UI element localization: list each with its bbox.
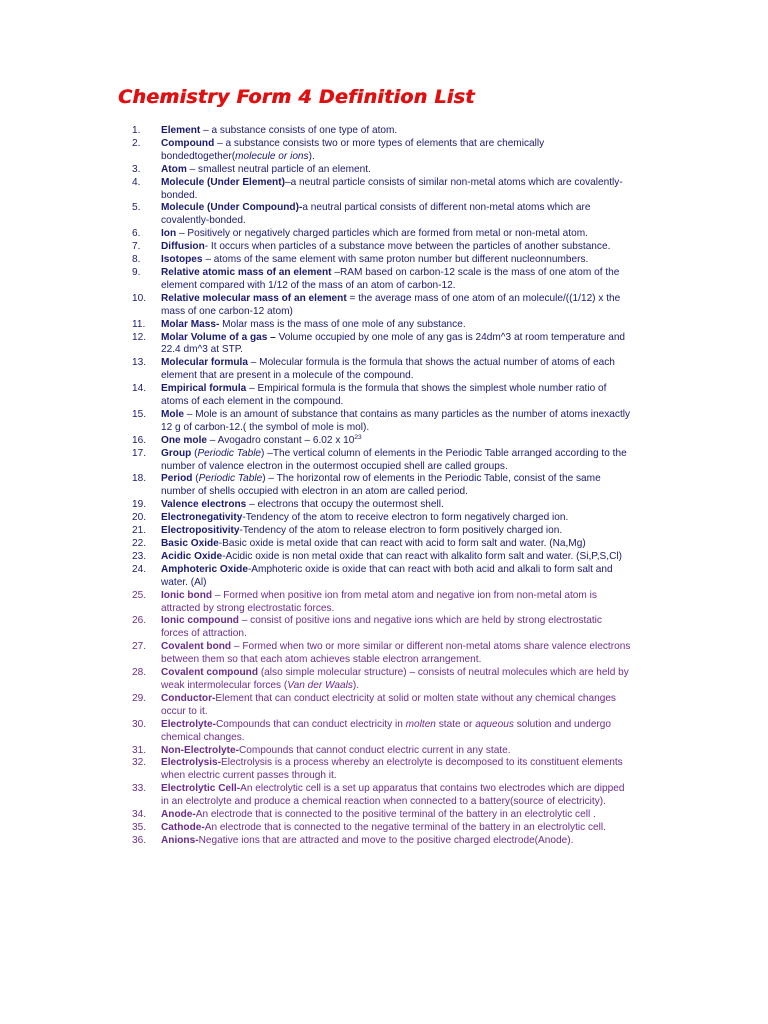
item-text bbox=[161, 835, 632, 848]
item-text bbox=[161, 745, 632, 758]
definition-item bbox=[132, 473, 632, 499]
definition-text: – consist of positive ions and negative ions which are held by strong electrostatic forces of attraction. bbox=[161, 615, 602, 640]
term: Isotopes bbox=[161, 254, 203, 266]
item-number: 34. bbox=[132, 809, 147, 821]
term: Electropositivity bbox=[161, 525, 240, 537]
term: Acidic Oxide bbox=[161, 550, 223, 562]
definition-item bbox=[132, 267, 632, 293]
definition-text: – Positively or negatively charged particles which are formed from metal or non-metal atom. bbox=[176, 228, 588, 240]
item-number: 1. bbox=[132, 125, 141, 136]
term: Ionic compound bbox=[161, 615, 239, 627]
item-text bbox=[161, 667, 632, 693]
definition-text: ). bbox=[308, 150, 315, 162]
item-text bbox=[161, 125, 632, 138]
item-text bbox=[161, 332, 632, 358]
definition-text: – atoms of the same element with same proton number but different nucleonnumbers. bbox=[202, 254, 589, 266]
item-text bbox=[161, 615, 632, 641]
item-text bbox=[161, 357, 632, 383]
definition-item bbox=[132, 641, 632, 667]
definition-item bbox=[132, 745, 632, 758]
definition-text: = the average mass of one atom of an molecule/((1/12) x the mass of one carbon-12 atom) bbox=[161, 292, 621, 317]
item-number: 29. bbox=[132, 692, 147, 704]
definition-text: ( bbox=[192, 473, 199, 485]
item-number: 21. bbox=[132, 525, 147, 537]
definition-item bbox=[132, 319, 632, 332]
term: Atom bbox=[161, 163, 187, 175]
item-number: 5. bbox=[132, 202, 141, 214]
definition-text: state or bbox=[435, 718, 476, 730]
item-number: 2. bbox=[132, 137, 141, 149]
definition-text: ) – The horizontal row of elements in the Periodic Table, consist of the same number of shells occupied with electron in an atom are called period. bbox=[161, 473, 601, 498]
item-text bbox=[161, 228, 632, 241]
term: Electrolyte- bbox=[161, 718, 216, 730]
item-number: 3. bbox=[132, 163, 141, 175]
definition-text: 23 bbox=[354, 433, 362, 441]
definition-item bbox=[132, 822, 632, 835]
definition-list bbox=[132, 125, 632, 848]
definition-text: -Amphoteric oxide is oxide that can react with both acid and alkali to form salt and water. (Al) bbox=[161, 563, 613, 588]
item-number: 32. bbox=[132, 757, 147, 769]
item-text bbox=[161, 551, 632, 564]
definition-text: Compounds that can conduct electricity in bbox=[215, 718, 406, 730]
definition-text: – Formed when two or more similar or different non-metal atoms share valence electrons between them so that each atom achieves stable electron arrangement. bbox=[161, 641, 631, 666]
item-number: 33. bbox=[132, 783, 147, 795]
item-number: 31. bbox=[132, 744, 147, 756]
item-number: 6. bbox=[132, 228, 141, 240]
definition-item bbox=[132, 241, 632, 254]
term: Anions- bbox=[161, 834, 199, 846]
definition-item bbox=[132, 409, 632, 435]
item-number: 23. bbox=[132, 550, 147, 562]
item-number: 24. bbox=[132, 563, 147, 575]
definition-item bbox=[132, 228, 632, 241]
item-number: 25. bbox=[132, 589, 147, 601]
definition-text: Volume occupied by one mole of any gas is 24dm^3 at room temperature and 22.4 dm^3 at STP. bbox=[161, 331, 626, 356]
term: Molar Volume of a gas – bbox=[161, 331, 276, 343]
item-text bbox=[161, 538, 632, 551]
definition-text: – Mole is an amount of substance that contains as many particles as the number of atoms inexactly 12 g of carbon-12.( the symbol of mole is mol). bbox=[161, 408, 631, 433]
definition-text: – Molecular formula is the formula that shows the actual number of atoms of each element that are present in a molecule of the compound. bbox=[161, 357, 615, 382]
item-number: 14. bbox=[132, 383, 147, 395]
term: Molar Mass- bbox=[161, 318, 220, 330]
emphasis-text: molecule or ions bbox=[235, 150, 309, 162]
item-text bbox=[161, 202, 632, 228]
item-text bbox=[161, 641, 632, 667]
definition-text: Negative ions that are attracted and move to the positive charged electrode(Anode). bbox=[198, 834, 574, 846]
item-number: 18. bbox=[132, 473, 147, 485]
definition-text: ( bbox=[191, 447, 198, 459]
definition-item bbox=[132, 435, 632, 448]
term: Group bbox=[161, 447, 192, 459]
term: Conductor- bbox=[161, 692, 216, 704]
definition-text: –RAM based on carbon-12 scale is the mass of one atom of the element compared with 1/12 of the mass of an atom of carbon-12. bbox=[161, 266, 620, 291]
item-text bbox=[161, 177, 632, 203]
definition-text: ) –The vertical column of elements in the Periodic Table arranged according to the number of valence electron in the outermost occupied shell are called groups. bbox=[161, 447, 627, 472]
term: Electrolysis- bbox=[161, 757, 222, 769]
definition-item bbox=[132, 512, 632, 525]
item-number: 36. bbox=[132, 834, 147, 846]
definition-text: -Acidic oxide is non metal oxide that can react with alkalito form salt and water. (Si,P,S,Cl) bbox=[222, 550, 622, 562]
item-number: 35. bbox=[132, 821, 147, 833]
definition-text: – a substance consists two or more types of elements that are chemically bondedtogether( bbox=[161, 137, 545, 162]
definition-item bbox=[132, 538, 632, 551]
emphasis-text: Periodic Table bbox=[197, 447, 262, 459]
item-text bbox=[161, 319, 632, 332]
definition-text: Electrolysis is a process whereby an electrolyte is decomposed to its constituent elements when electric current passes through it. bbox=[161, 757, 623, 782]
definition-item bbox=[132, 499, 632, 512]
term: Molecule (Under Element) bbox=[161, 176, 285, 188]
item-number: 15. bbox=[132, 408, 147, 420]
term: Element bbox=[161, 125, 201, 136]
definition-text: An electrolytic cell is a set up apparatus that contains two electrodes which are dipped in an electrolyte and produce a chemical reaction when connected to a battery(source of electricity). bbox=[161, 783, 625, 808]
definition-item bbox=[132, 125, 632, 138]
definition-text: ). bbox=[352, 679, 360, 691]
item-text bbox=[161, 138, 632, 164]
definition-item bbox=[132, 615, 632, 641]
item-text bbox=[161, 822, 632, 835]
definition-text: – Empirical formula is the formula that shows the simplest whole number ratio of atoms of each element in the compound. bbox=[161, 383, 607, 408]
term: Covalent bond bbox=[161, 641, 232, 653]
definition-text: –a neutral particle consists of similar non-metal atoms which are covalently-bonded. bbox=[161, 176, 623, 201]
item-text bbox=[161, 254, 632, 267]
definition-item bbox=[132, 332, 632, 358]
item-text bbox=[161, 409, 632, 435]
term: Compound bbox=[161, 137, 215, 149]
term: Cathode- bbox=[161, 821, 205, 833]
item-text bbox=[161, 809, 632, 822]
definition-item bbox=[132, 202, 632, 228]
definition-item bbox=[132, 551, 632, 564]
item-text bbox=[161, 693, 632, 719]
definition-item bbox=[132, 590, 632, 616]
definition-item bbox=[132, 357, 632, 383]
term: Relative molecular mass of an element bbox=[161, 292, 347, 304]
definition-text: An electrode that is connected to the positive terminal of the battery in an electrolytic cell . bbox=[195, 809, 596, 821]
item-number: 7. bbox=[132, 241, 141, 253]
definition-item bbox=[132, 667, 632, 693]
term: Relative atomic mass of an element bbox=[161, 266, 332, 278]
item-text bbox=[161, 383, 632, 409]
term: Empirical formula bbox=[161, 383, 247, 395]
definition-item bbox=[132, 383, 632, 409]
term: Ionic bond bbox=[161, 589, 213, 601]
item-text bbox=[161, 267, 632, 293]
emphasis-text: Periodic Table bbox=[198, 473, 263, 485]
item-number: 12. bbox=[132, 331, 147, 343]
term: Mole bbox=[161, 408, 184, 420]
item-text bbox=[161, 564, 632, 590]
definition-item bbox=[132, 809, 632, 822]
item-number: 26. bbox=[132, 615, 147, 627]
emphasis-text: aqueous bbox=[475, 718, 514, 730]
term: Electrolytic Cell- bbox=[161, 783, 241, 795]
item-text bbox=[161, 525, 632, 538]
definition-item bbox=[132, 293, 632, 319]
term: Covalent compound bbox=[161, 667, 259, 679]
item-number: 11. bbox=[132, 318, 146, 330]
definition-text: – smallest neutral particle of an element. bbox=[186, 163, 371, 175]
definition-text: (also simple molecular structure) – consists of neutral molecules which are held by weak intermolecular forces ( bbox=[161, 667, 629, 691]
item-text bbox=[161, 783, 632, 809]
definition-item bbox=[132, 138, 632, 164]
definition-text: Molar mass is the mass of one mole of any substance. bbox=[219, 318, 466, 330]
definition-item bbox=[132, 254, 632, 267]
item-number: 4. bbox=[132, 176, 141, 188]
item-number: 27. bbox=[132, 641, 147, 653]
definition-text: – Formed when positive ion from metal atom and negative ion from non-metal atom is attracted by strong electrostatic forces. bbox=[161, 589, 597, 614]
item-number: 8. bbox=[132, 254, 141, 266]
item-number: 19. bbox=[132, 499, 147, 511]
definition-item bbox=[132, 164, 632, 177]
item-text bbox=[161, 499, 632, 512]
item-text bbox=[161, 512, 632, 525]
definition-item bbox=[132, 835, 632, 848]
term: Period bbox=[161, 473, 193, 485]
definition-item bbox=[132, 564, 632, 590]
definition-item bbox=[132, 693, 632, 719]
term: Amphoteric Oxide bbox=[161, 563, 248, 575]
term: One mole bbox=[161, 434, 207, 446]
definition-text: a neutral partical consists of different non-metal atoms which are covalently-bonded. bbox=[161, 202, 591, 227]
item-text bbox=[161, 590, 632, 616]
term: Basic Oxide bbox=[161, 538, 219, 549]
term: Valence electrons bbox=[161, 499, 247, 511]
definition-text: -Basic oxide is metal oxide that can react with acid to form salt and water. (Na,Mg) bbox=[218, 538, 586, 549]
term: Ion bbox=[161, 228, 177, 240]
item-text bbox=[161, 293, 632, 319]
definition-text: solution and undergo chemical changes. bbox=[161, 718, 612, 743]
term: Molecule (Under Compound)- bbox=[161, 202, 303, 214]
definition-item bbox=[132, 525, 632, 538]
item-number: 30. bbox=[132, 718, 147, 730]
definition-text: Element that can conduct electricity at solid or molten state without any chemical changes occur to it. bbox=[161, 692, 616, 717]
definition-text: An electrode that is connected to the negative terminal of the battery in an electrolytic cell. bbox=[204, 821, 606, 833]
definition-item bbox=[132, 757, 632, 783]
term: Non-Electrolyte- bbox=[161, 744, 239, 756]
term: Diffusion bbox=[161, 241, 205, 253]
definition-item bbox=[132, 177, 632, 203]
definition-item bbox=[132, 448, 632, 474]
item-text bbox=[161, 241, 632, 254]
definition-item bbox=[132, 783, 632, 809]
item-number: 10. bbox=[132, 292, 147, 304]
item-text bbox=[161, 164, 632, 177]
definition-item bbox=[132, 719, 632, 745]
item-number: 22. bbox=[132, 538, 147, 549]
item-number: 28. bbox=[132, 667, 147, 679]
definition-text: Compounds that cannot conduct electric current in any state. bbox=[238, 744, 511, 756]
page-title: Chemistry Form 4 Definition List bbox=[118, 86, 475, 108]
item-text bbox=[161, 448, 632, 474]
item-text bbox=[161, 435, 632, 448]
term: Molecular formula bbox=[161, 357, 248, 369]
item-number: 16. bbox=[132, 434, 147, 446]
term: Electronegativity bbox=[161, 512, 243, 524]
item-text bbox=[161, 757, 632, 783]
item-number: 20. bbox=[132, 512, 147, 524]
definition-text: -Tendency of the atom to receive electron to form negatively charged ion. bbox=[242, 512, 569, 524]
item-number: 17. bbox=[132, 447, 147, 459]
definition-text: – electrons that occupy the outermost shell. bbox=[246, 499, 444, 511]
emphasis-text: Van der Waals bbox=[287, 679, 353, 691]
item-text bbox=[161, 473, 632, 499]
definition-text: – Avogadro constant – 6.02 x 10 bbox=[207, 434, 355, 446]
item-number: 13. bbox=[132, 357, 147, 369]
definition-text: – a substance consists of one type of atom. bbox=[200, 125, 398, 136]
definition-text: - It occurs when particles of a substance move between the particles of another substance. bbox=[204, 241, 611, 253]
definition-text: -Tendency of the atom to release electron to form positively charged ion. bbox=[239, 525, 563, 537]
item-text bbox=[161, 719, 632, 745]
term: Anode- bbox=[161, 809, 196, 821]
item-number: 9. bbox=[132, 266, 141, 278]
emphasis-text: molten bbox=[405, 718, 436, 730]
